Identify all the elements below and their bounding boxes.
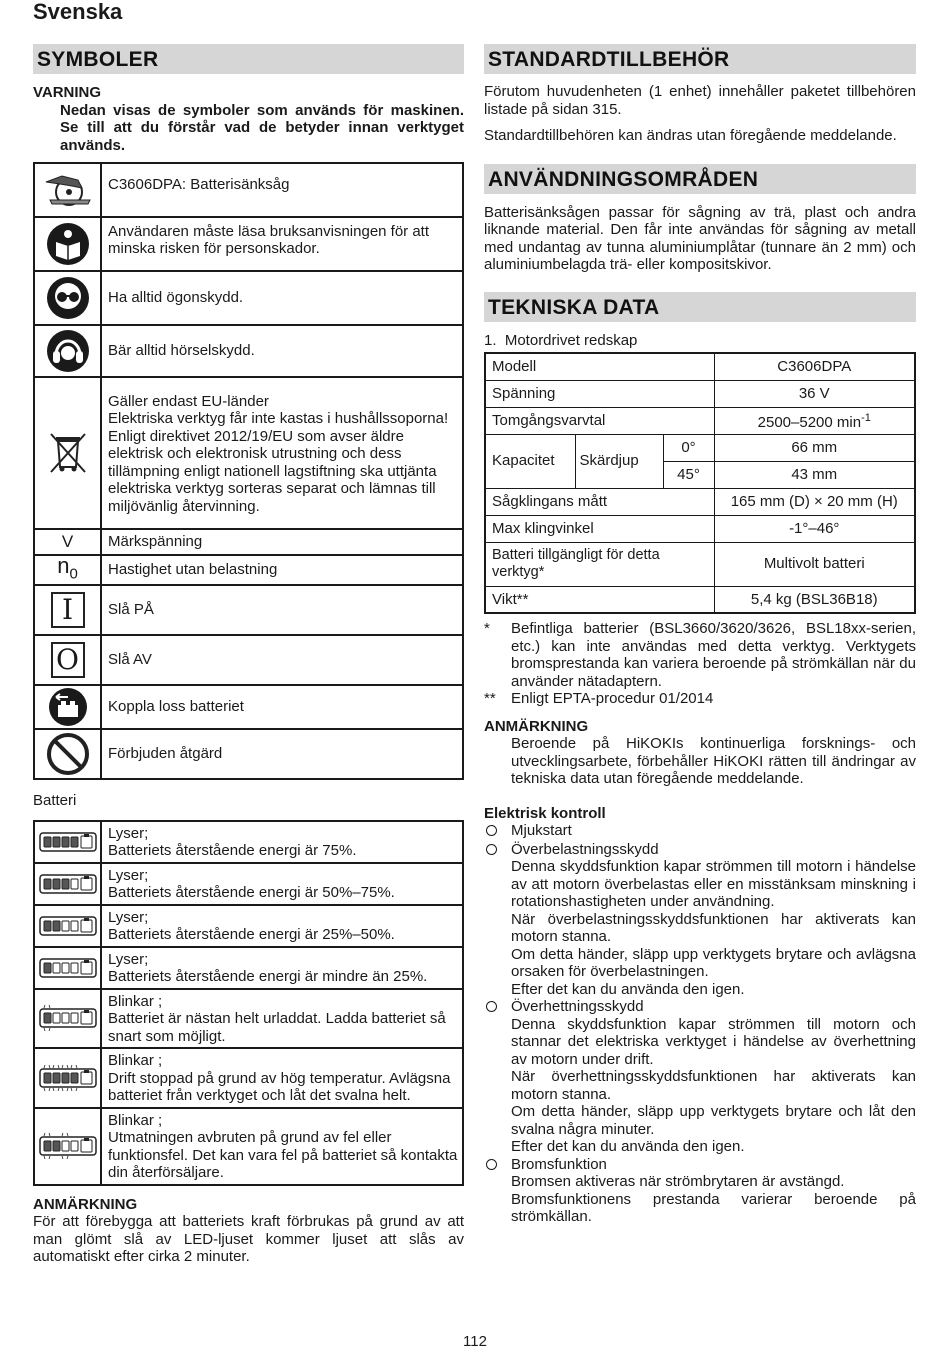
circular-saw-icon: [34, 163, 101, 217]
symbol-row: [34, 585, 463, 635]
symbol-row: [34, 377, 463, 529]
spec-row: [485, 353, 915, 380]
spec-row: [485, 488, 915, 515]
symbols-table: [33, 162, 464, 780]
bullet-overbelastning: [484, 841, 916, 999]
bullet-paragraph: Om detta händer, släpp upp verktygets brytare och avlägsna orsaken för överbelastningen.: [511, 945, 916, 980]
symbol-row: [34, 635, 463, 685]
eye-protection-icon: [34, 271, 101, 325]
bullet-circle-icon: [484, 998, 511, 1156]
tekniska-data-heading: TEKNISKA DATA: [484, 292, 916, 322]
spec-row: [485, 407, 915, 434]
battery-1-blink-icon: [34, 989, 101, 1049]
footnote-text: Enligt EPTA-procedur 01/2014: [511, 690, 714, 707]
footnote-1: [484, 620, 916, 690]
crossed-bin-icon: [34, 377, 101, 529]
page-number: 112: [463, 1333, 487, 1350]
footnote-2: [484, 690, 916, 708]
spec-value: C3606DPA: [714, 353, 915, 380]
spec-row: [485, 586, 915, 613]
anvandningsomraden-heading: ANVÄNDNINGSOMRÅDEN: [484, 164, 916, 194]
ear-protection-icon: [34, 325, 101, 377]
spec-value: 66 mm: [714, 434, 915, 461]
battery-row: [34, 947, 463, 989]
speed-n: n: [57, 553, 70, 579]
spec-label: Batteri tillgängligt för detta verktyg*: [485, 542, 714, 586]
spec-label: Vikt**: [485, 586, 714, 613]
battery-text: Lyser; Batteriets återstående energi är mindre än 25%.: [101, 947, 463, 989]
symbol-text: Slå AV: [101, 635, 463, 685]
bullet-paragraph: Efter det kan du använda den igen.: [511, 980, 745, 998]
speed-sub: 0: [69, 565, 78, 583]
bullet-title: Överbelastningsskydd: [511, 840, 659, 858]
footnote-mark: *: [484, 620, 490, 637]
spec-value: 165 mm (D) × 20 mm (H): [714, 488, 915, 515]
symbol-text: Förbjuden åtgärd: [101, 729, 463, 779]
spec-label: Kapacitet: [485, 434, 575, 488]
symbol-text: Gäller endast EU-länder Elektriska verktyg får inte kastas i hushållssoporna! Enligt direktivet 2012/19/EU som avser äldre elektrisk och elektronisk utrustning och dess tillämpning enligt nationell lagstiftning ska uttjänta elektriska verktyg sorteras separat och lämnas till miljövänlig återvinning.: [101, 377, 463, 529]
spec-value: 5,4 kg (BSL36B18): [714, 586, 915, 613]
bullet-paragraph: När överhettningsskyddsfunktionen har aktiverats kan motorn stanna.: [511, 1068, 916, 1103]
battery-4-lit-icon: [34, 821, 101, 863]
bullet-paragraph: Bromsfunktionens prestanda varierar beroende på strömkällan.: [511, 1190, 916, 1225]
read-manual-icon: [34, 217, 101, 271]
symbol-row: [34, 325, 463, 377]
varning-text: Nedan visas de symboler som används för maskinen. Se till att du förstår vad de betyder innan verktyget används.: [60, 101, 464, 154]
battery-row: [34, 989, 463, 1049]
right-column: [484, 44, 916, 1226]
battery-3-lit-icon: [34, 863, 101, 905]
symbol-text: Koppla loss batteriet: [101, 685, 463, 729]
symbol-row: [34, 729, 463, 779]
battery-text: Blinkar ; Batteriet är nästan helt urladdat. Ladda batteriet så snart som möjligt.: [101, 989, 463, 1049]
std-paragraph-1: Förutom huvudenheten (1 enhet) innehåller paketet tillbehören listade på sidan 315.: [484, 83, 916, 118]
spec-value: Multivolt batteri: [714, 542, 915, 586]
footnote-mark: **: [484, 690, 496, 707]
spec-angle: 0°: [663, 434, 714, 461]
bullet-overhettning: [484, 998, 916, 1156]
speed-value: 2500–5200 min: [757, 413, 862, 431]
bullet-paragraph: När överbelastningsskyddsfunktionen har aktiverats kan motorn stanna.: [511, 910, 916, 945]
footnote-text: Befintliga batterier (BSL3660/3620/3626, BSL18xx-serien, etc.) kan inte användas med detta verktyg. Verktygets bromsprestanda kan variera beroende på strömkällan när du använder nätadaptern.: [511, 620, 916, 690]
spec-label: Skärdjup: [575, 434, 663, 488]
bullet-paragraph: Om detta händer, släpp upp verktygets brytare och låt den svalna några minuter.: [511, 1103, 916, 1138]
bullet-circle-icon: [484, 822, 511, 841]
bullet-title: Bromsfunktion: [511, 1155, 607, 1173]
bullet-paragraph: Bromsen aktiveras när strömbrytaren är avstängd.: [511, 1173, 845, 1190]
no-load-speed-symbol: [34, 555, 101, 585]
spec-row: [485, 542, 915, 586]
battery-text: Lyser; Batteriets återstående energi är 25%–50%.: [101, 905, 463, 947]
prohibited-icon: [34, 729, 101, 779]
spec-table: [484, 352, 916, 614]
battery-row: [34, 1048, 463, 1108]
spec-label: Tomgångsvarvtal: [485, 407, 714, 434]
battery-2-lit-icon: [34, 905, 101, 947]
spec-label: Sågklingans mått: [485, 488, 714, 515]
batteri-label: Batteri: [33, 792, 77, 809]
bullet-circle-icon: [484, 841, 511, 999]
right-anmarkning-heading: ANMÄRKNING: [484, 717, 589, 735]
spec-value: 43 mm: [714, 461, 915, 488]
spec-value: 36 V: [714, 380, 915, 407]
battery-row: [34, 905, 463, 947]
symbol-text: Bär alltid hörselskydd.: [101, 325, 463, 377]
disconnect-battery-icon: [34, 685, 101, 729]
symbol-text: Märkspänning: [101, 529, 463, 555]
battery-row: [34, 863, 463, 905]
spec-value: [714, 407, 915, 434]
spec-label: Modell: [485, 353, 714, 380]
symboler-heading: SYMBOLER: [33, 44, 464, 74]
battery-row: [34, 821, 463, 863]
switch-off-icon: [34, 635, 101, 685]
spec-label: Max klingvinkel: [485, 515, 714, 542]
battery-alt-blink-icon: [34, 1108, 101, 1185]
symbol-text: Hastighet utan belastning: [101, 555, 463, 585]
symbol-text: Ha alltid ögonskydd.: [101, 271, 463, 325]
battery-1-lit-icon: [34, 947, 101, 989]
battery-text: Lyser; Batteriets återstående energi är 75%.: [101, 821, 463, 863]
battery-text: Blinkar ; Utmatningen avbruten på grund av fel eller funktionsfel. Det kan vara fel på batteriet så kontakta din återförsäljare.: [101, 1108, 463, 1185]
spec-row: [485, 380, 915, 407]
symbol-row: [34, 529, 463, 555]
bullet-paragraph: Denna skyddsfunktion kapar strömmen till motorn och stannar det elektriska verktyget i händelse av överhettning av motorn under drift.: [511, 1015, 916, 1068]
bullet-bromsfunktion: [484, 1156, 916, 1226]
voltage-symbol: V: [34, 529, 101, 555]
symbol-row: [34, 685, 463, 729]
bullet-paragraph: Efter det kan du använda den igen.: [511, 1138, 745, 1155]
elektrisk-kontroll-heading: Elektrisk kontroll: [484, 804, 606, 822]
symbol-row: [34, 163, 463, 217]
right-anmarkning-text: Beroende på HiKOKIs kontinuerliga forsknings- och utvecklingsarbete, förbehåller HiKOKI rätten till ändringar av tekniska data utan föregående meddelande.: [511, 735, 916, 787]
symbol-text: C3606DPA: Batterisänksåg: [101, 163, 463, 217]
symbol-row: [34, 271, 463, 325]
switch-on-icon: [34, 585, 101, 635]
symbol-row: [34, 217, 463, 271]
std-paragraph-2: Standardtillbehören kan ändras utan föregående meddelande.: [484, 127, 897, 144]
symbol-row: [34, 555, 463, 585]
switch-off-glyph: O: [51, 642, 85, 678]
tek-subheading: 1. Motordrivet redskap: [484, 331, 638, 349]
switch-on-glyph: I: [51, 592, 85, 628]
bullet-paragraph: Denna skyddsfunktion kapar strömmen till motorn i händelse av att motorn överbelastas eller en misstänksam minskning i rotationshastigheten under användning.: [511, 858, 916, 910]
left-anmarkning-heading: ANMÄRKNING: [33, 1195, 138, 1213]
battery-table: [33, 820, 464, 1186]
bullet-title: Överhettningsskydd: [511, 998, 644, 1015]
left-anmarkning-text: För att förebygga att batteriets kraft förbrukas på grund av att man glömt slå av LED-ljuset kommer ljuset att slås av automatiskt efter cirka 2 minuter.: [33, 1213, 464, 1265]
symbol-text: Slå PÅ: [101, 585, 463, 635]
battery-text: Lyser; Batteriets återstående energi är 50%–75%.: [101, 863, 463, 905]
anv-text: Batterisänksågen passar för sågning av trä, plast och andra liknande material. Den får inte användas för sågning av metall med undantag av tunna aluminiumplåtar (tunnare än 2 mm) och aluminiumbelagda trä- eller kompositskivor.: [484, 203, 916, 273]
spec-row: [485, 434, 915, 461]
battery-all-blink-icon: [34, 1048, 101, 1108]
varning-heading: VARNING: [33, 84, 102, 101]
bullet-circle-icon: [484, 1156, 511, 1226]
symbol-text: Användaren måste läsa bruksanvisningen för att minska risken för personskador.: [101, 217, 463, 271]
left-column: [33, 44, 464, 1266]
speed-unit: -1: [861, 411, 871, 424]
battery-text: Blinkar ; Drift stoppad på grund av hög temperatur. Avlägsna batteriet från verktyget och låt det svalna helt.: [101, 1048, 463, 1108]
spec-value: -1°–46°: [714, 515, 915, 542]
standardtillbehor-heading: STANDARDTILLBEHÖR: [484, 44, 916, 74]
bullet-title: Mjukstart: [511, 822, 572, 839]
battery-row: [34, 1108, 463, 1185]
spec-row: [485, 515, 915, 542]
language-heading: Svenska: [33, 0, 123, 24]
spec-label: Spänning: [485, 380, 714, 407]
spec-angle: 45°: [663, 461, 714, 488]
bullet-mjukstart: [484, 822, 916, 841]
